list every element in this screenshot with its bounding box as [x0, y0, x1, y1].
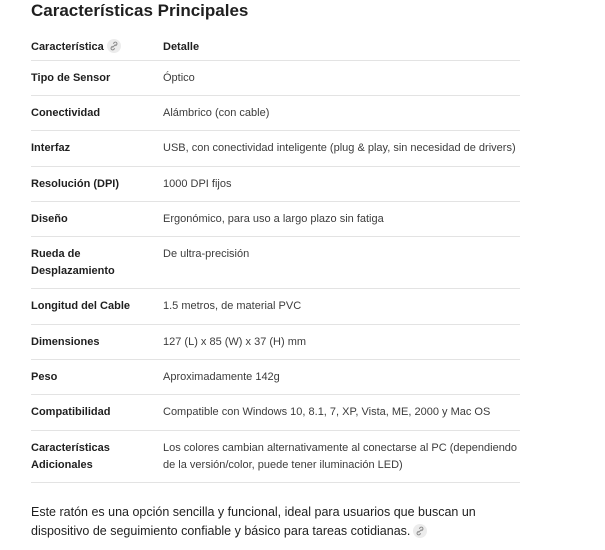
detail-cell: Compatible con Windows 10, 8.1, 7, XP, Vista, ME, 2000 y Mac OS	[163, 394, 520, 430]
table-row	[31, 288, 520, 324]
table-header-row	[31, 30, 520, 60]
table-row	[31, 430, 520, 482]
header-feature: Característica	[31, 30, 163, 60]
detail-cell: Ergonómico, para uso a largo plazo sin fatiga	[163, 201, 520, 236]
detail-cell: Aproximadamente 142g	[163, 359, 520, 394]
table-row	[31, 60, 520, 95]
feature-cell: Características Adicionales	[31, 430, 163, 482]
section-title: Características Principales	[31, 1, 249, 20]
detail-cell: Alámbrico (con cable)	[163, 95, 520, 130]
table-row	[31, 130, 520, 166]
feature-cell: Resolución (DPI)	[31, 166, 163, 201]
feature-cell: Tipo de Sensor	[31, 60, 163, 95]
specs-table	[31, 30, 520, 483]
feature-cell: Rueda de Desplazamiento	[31, 236, 163, 288]
feature-cell: Peso	[31, 359, 163, 394]
detail-cell: Óptico	[163, 60, 520, 95]
table-row	[31, 95, 520, 130]
table-row	[31, 166, 520, 201]
table-row	[31, 201, 520, 236]
table-row	[31, 359, 520, 394]
header-detail: Detalle	[163, 30, 520, 60]
link-icon[interactable]	[413, 524, 427, 538]
feature-cell: Interfaz	[31, 130, 163, 166]
feature-cell: Conectividad	[31, 95, 163, 130]
feature-cell: Compatibilidad	[31, 394, 163, 430]
detail-cell: Los colores cambian alternativamente al conectarse al PC (dependiendo de la versión/color, puede tener iluminación LED)	[163, 430, 520, 482]
detail-cell: USB, con conectividad inteligente (plug & play, sin necesidad de drivers)	[163, 130, 520, 166]
link-icon[interactable]	[107, 39, 121, 53]
feature-cell: Longitud del Cable	[31, 288, 163, 324]
detail-cell: 1.5 metros, de material PVC	[163, 288, 520, 324]
table-row	[31, 236, 520, 288]
table-row	[31, 394, 520, 430]
detail-cell: 1000 DPI fijos	[163, 166, 520, 201]
detail-cell: De ultra-precisión	[163, 236, 520, 288]
table-row	[31, 324, 520, 359]
summary-paragraph: Este ratón es una opción sencilla y funcional, ideal para usuarios que buscan un dispositivo de seguimiento confiable y básico para tareas cotidianas.	[31, 505, 476, 538]
detail-cell: 127 (L) x 85 (W) x 37 (H) mm	[163, 324, 520, 359]
feature-cell: Dimensiones	[31, 324, 163, 359]
feature-cell: Diseño	[31, 201, 163, 236]
